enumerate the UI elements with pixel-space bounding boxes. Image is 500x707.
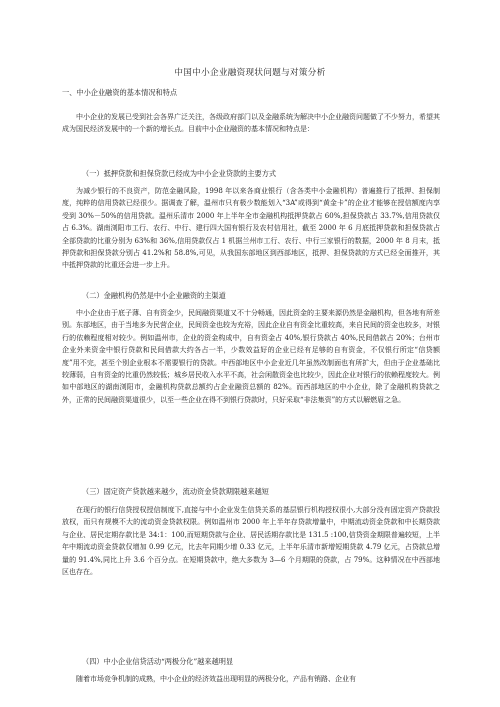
subsection-body-1: 为减少银行的不良资产，防范金融风险，1998 年以来各商业银行（含各类中小金融机构）普遍推行了抵押、担保制度，纯粹的信用贷款已经很少。据调查了解，温州市只有极少数能划入“3A”或得到“黄金卡”的企业才能够在授信额度内享受到 30%－50%的信用贷款。温州乐清市 2000 年上半年全市金融机构抵押贷款占 60%,担保贷款占 33.7%,信用贷款仅占 6.3%。湖南浏阳市工行、农行、中行、建行四大国有银行及农村信用社，截至 2000 年 6 月底抵押贷款和担保贷款占全部贷款的比重分别为 63%和 36%,信用贷款仅占 1 机据兰州市工行、农行、中行三家银行的数据，2000 年 8 月末，抵押贷款和担保贷款分别占 41.2%和 58.8%,可见，从我国东部地区到西部地区，抵押、担保贷款的方式已经全面推开，其中抵押贷款的比重还会进一步上升。 bbox=[62, 187, 440, 270]
subsection-body-3: 在现行的银行信贷授权授信制度下,直接与中小企业发生信贷关系的基层银行机构授权很小,大部分没有固定资产贷款投放权，而只有规模不大的流动资金贷款权限。例如温州市 2000 年上半年存贷款增量中，中期流动资金贷款和中长期贷款与企业、居民定期存款比是 34:1：100,而短期贷款与企业、居民活期存款比是 131.5 :100,信贷资金期限普遍较短，上半年中期流动资金贷款仅增加 0.99 亿元，比去年同期少增 0.33 亿元，上半年乐清市新增短期贷款 4.79 亿元，占贷款总增量的 91.4%,同比上升 3.6 个百分点。在短期贷款中，绝大多数为 3—6 个月期限的贷款，占 79%。这种情况在中西部地区也存在。 bbox=[62, 506, 440, 577]
subsection-heading-4: （四）中小企业信贷活动“两极分化”越来越明显 bbox=[82, 657, 234, 666]
subsection-heading-1: （一）抵押贷款和担保贷款已经成为中小企业贷款的主要方式 bbox=[82, 169, 277, 178]
subsection-heading-2: （二）金融机构仍然是中小企业融资的主渠道 bbox=[82, 291, 226, 300]
subsection-body-4: 随着市场竞争机制的成熟，中小企业的经济效益出现明显的两极分化，产品有销路、企业有 bbox=[76, 675, 356, 683]
subsection-heading-3: （三）固定资产贷款越来越少，流动资金贷款期限越来越短 bbox=[82, 487, 269, 496]
section-heading: 一、中小企业融资的基本情况和特点 bbox=[62, 88, 178, 97]
document-title: 中国中小企业融资现状问题与对策分析 bbox=[174, 68, 326, 78]
subsection-body-2: 中小企业由于底子薄、自有资金少，民间融资渠道又不十分畅通，因此资金的主要来源仍然是金融机构，但各地有所差别。东部地区，由于当地多为民营企业，民间资金也较为充裕，因此企业自有资金比重较高，来自民间的资金也较多，对银行的依赖程度相对较少。例如温州市，企业的资金构成中，自有资金占 40%,银行贷款占 40%,民间借款占 20%；台州市企业外来资金中银行贷款和民间借款大约各占一半，少数效益好的企业已经有足够的自有资金，不仅银行所定“信贷额度”用不完，甚至个别企业根本不需要银行的贷款。中西部地区中小企业近几年虽然改制面也有所扩大，但由于企业基础比较薄弱，自有资金的比重仍然较低；城乡居民收入水平不高，社会闲散资金也比较少，因此企业对银行的依赖程度较大。例如中部地区的湖南浏阳市，金融机构贷款总额约占企业融资总额的 82%。而西部地区的中小企业，除了金融机构贷款之外，正常的民间融资渠道很少，以至一些企业在得不到银行贷款时，只好采取“非法集资”的方式以解燃眉之急。 bbox=[62, 309, 440, 404]
intro-paragraph: 中小企业的发展已受到社会各界广泛关注，各级政府部门以及金融系统为解决中小企业融资问题做了不少努力，希望其成为国民经济发展中的一个新的增长点。目前中小企业融资的基本情况和特点是： bbox=[62, 113, 440, 134]
